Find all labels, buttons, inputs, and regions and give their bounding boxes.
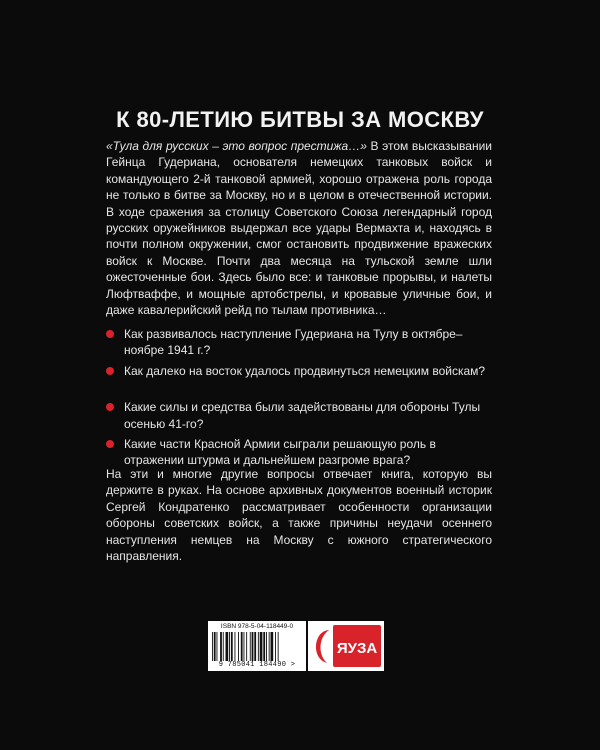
outro-paragraph: На эти и многие другие вопросы отвечает книга, которую вы держите в руках. На основе архивных документов военный историк Сергей Кондратенко рассматривает особенности организации обороны советских войск, а также причины неудачи осеннего наступления немцев на Москву с южного стратегического направления. [106, 467, 492, 564]
question-text: Как далеко на восток удалось продвинуться немецким войскам? [124, 363, 486, 378]
isbn-label: ISBN 978-5-04-118449-0 [220, 623, 294, 630]
red-bullet-icon [106, 403, 114, 411]
question-text: Какие части Красной Армии сыграли решающую роль в отражении штурма и дальнейшем разгроме врага? [124, 436, 436, 468]
intro-text: В этом высказывании Гейнца Гудериана, основателя немецких танковых войск и командующего 2-й танковой армией, хорошо отражена роль города не только в битве за Москву, но и в целом в отечественной истории. В ходе сражения за столицу Советского Союза легендарный город русских оружейников выдержал все удары Вермахта и, находясь в почти полном окружении, смог остановить продвижение вражеских войск к Москве. Почти два месяца на тульской земле шли ожесточенные бои. Здесь было все: и танковые прорывы, и налеты Люфтваффе, и мощные артобстрелы, и кровавые уличные бои, и даже кавалерийский рейд по тылам противника… [106, 139, 493, 318]
question-text: Какие силы и средства были задействованы для обороны Тулы осенью 41-го? [124, 400, 481, 431]
intro-paragraph [106, 138, 492, 318]
question-text: Как развивалось наступление Гудериана на Тулу в октябре–ноябре 1941 г.? [124, 327, 463, 358]
publisher-logo [308, 621, 384, 671]
logo-text: ЯУЗА [336, 640, 378, 657]
list-item [106, 399, 492, 432]
list-item [106, 363, 492, 396]
list-item [106, 326, 492, 359]
red-bullet-icon [106, 367, 114, 375]
question-list [106, 326, 492, 472]
barcode [208, 621, 306, 671]
intro-quote: «Тула для русских – это вопрос престижа…» [106, 139, 367, 153]
list-item [106, 436, 492, 469]
cover-title: К 80-ЛЕТИЮ БИТВЫ ЗА МОСКВУ [116, 107, 484, 132]
barcode-bars-icon [212, 632, 302, 661]
ean-digits: 9 785041 184490 > [218, 661, 296, 669]
red-bullet-icon [106, 330, 114, 338]
red-bullet-icon [106, 440, 114, 448]
